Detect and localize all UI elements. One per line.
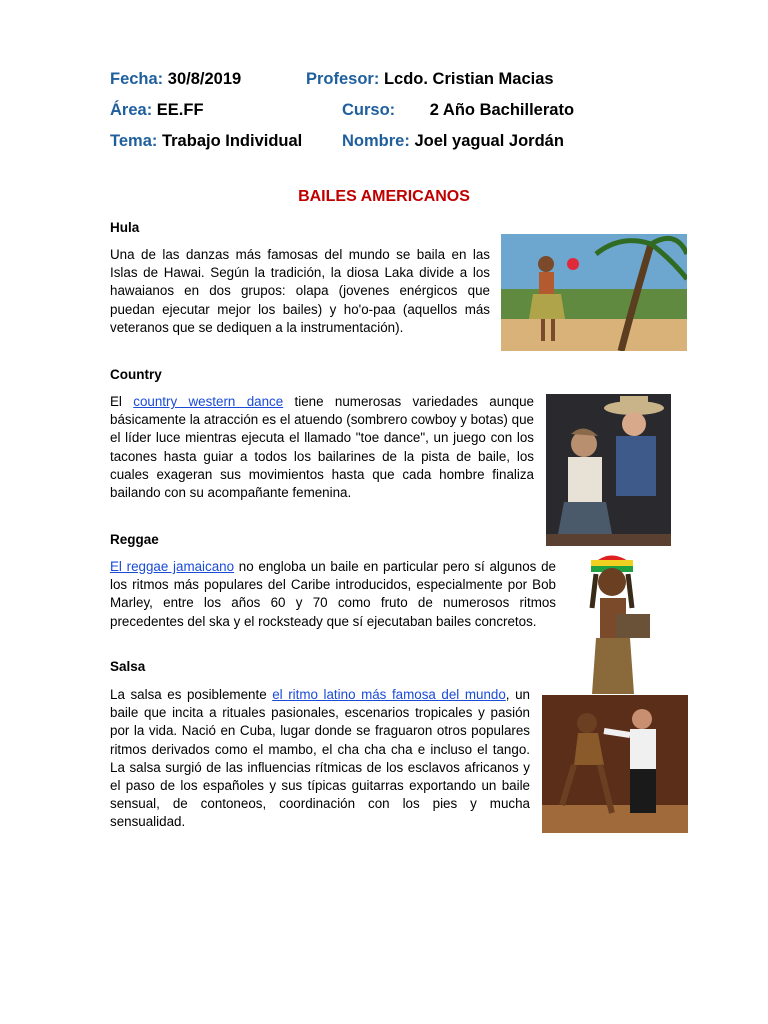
- profesor-row: [306, 70, 554, 89]
- curso-row: [342, 101, 574, 120]
- fecha-row: [110, 70, 241, 89]
- ritmo-latino-link[interactable]: el ritmo latino más famosa del mundo: [272, 687, 506, 702]
- country-paragraph: [110, 393, 534, 502]
- profesor-label: Profesor:: [306, 70, 380, 88]
- salsa-paragraph: [110, 686, 530, 832]
- tema-row: [110, 132, 302, 151]
- salsa-heading: Salsa: [110, 659, 146, 674]
- salsa-pre: La salsa es posiblemente: [110, 687, 273, 702]
- document-title: BAILES AMERICANOS: [298, 188, 470, 205]
- hula-heading: Hula: [110, 220, 140, 235]
- curso-label: Curso:: [342, 101, 396, 119]
- hula-dancer-image: [501, 234, 687, 351]
- nombre-value: Joel yagual Jordán: [414, 132, 564, 150]
- nombre-label: Nombre:: [342, 132, 410, 150]
- fecha-label: Fecha:: [110, 70, 164, 88]
- country-dancers-image: [546, 394, 671, 546]
- salsa-text: , un baile que incita a rituales pasionales, escenarios tropicales y pasión por la vida. Nació en Cuba, lugar donde se fraguaron otros populares ritmos derivados como el mambo, el cha cha cha e incluso el tango. La salsa surgió de las influencias rítmicas de los esclavos africanos y el paso de los españoles y sus típicas guitarras exportando un baile sensual, de contoneos, coordinación con los pies y mucha sensualidad.: [110, 687, 530, 830]
- reggae-paragraph: [110, 558, 556, 631]
- tema-value: Trabajo Individual: [161, 132, 303, 150]
- salsa-dancers-image: [542, 695, 688, 833]
- reggae-text: no engloba un baile en particular pero sí algunos de los ritmos más populares del Caribe introducidos, especialmente por Bob Marley, entre los años 60 y 70 como fruto de numerosos ritmos precedentes del ska y el rocksteady que sí ejecutaban bailes concretos.: [110, 559, 556, 629]
- hula-paragraph: Una de las danzas más famosas del mundo se baila en las Islas de Hawai. Según la tradición, la diosa Laka divide a los hawaianos en dos grupos: olapa (jovenes enérgicos que puedan ejecutar mejor los bailes) y ho'o-paa (aquellos más veteranos que se dediquen a la instrumentación).: [110, 247, 490, 335]
- tema-label: Tema:: [110, 132, 158, 150]
- country-western-dance-link[interactable]: country western dance: [133, 394, 284, 409]
- nombre-row: [342, 132, 564, 151]
- country-text: tiene numerosas variedades aunque básicamente la atracción es el atuendo (sombrero cowboy y botas) que el líder luce mientras ejecuta el llamado "toe dance", un juego con los tacones hasta guiar a todos los bailarines de la pista de baile, los cuales exageran sus movimientos hasta que cada hombre finaliza bailando con su acompañante femenina.: [110, 394, 534, 501]
- country-pre: El: [110, 394, 134, 409]
- country-heading: Country: [110, 367, 162, 382]
- area-value: EE.FF: [156, 101, 204, 119]
- reggae-heading: Reggae: [110, 532, 159, 547]
- curso-value: 2 Año Bachillerato: [429, 101, 575, 119]
- area-row: [110, 101, 204, 120]
- reggae-jamaicano-link[interactable]: El reggae jamaicano: [110, 559, 235, 574]
- area-label: Área:: [110, 101, 153, 119]
- reggae-dancer-image: [576, 546, 678, 694]
- fecha-value: 30/8/2019: [167, 70, 242, 88]
- profesor-value: Lcdo. Cristian Macias: [383, 70, 554, 88]
